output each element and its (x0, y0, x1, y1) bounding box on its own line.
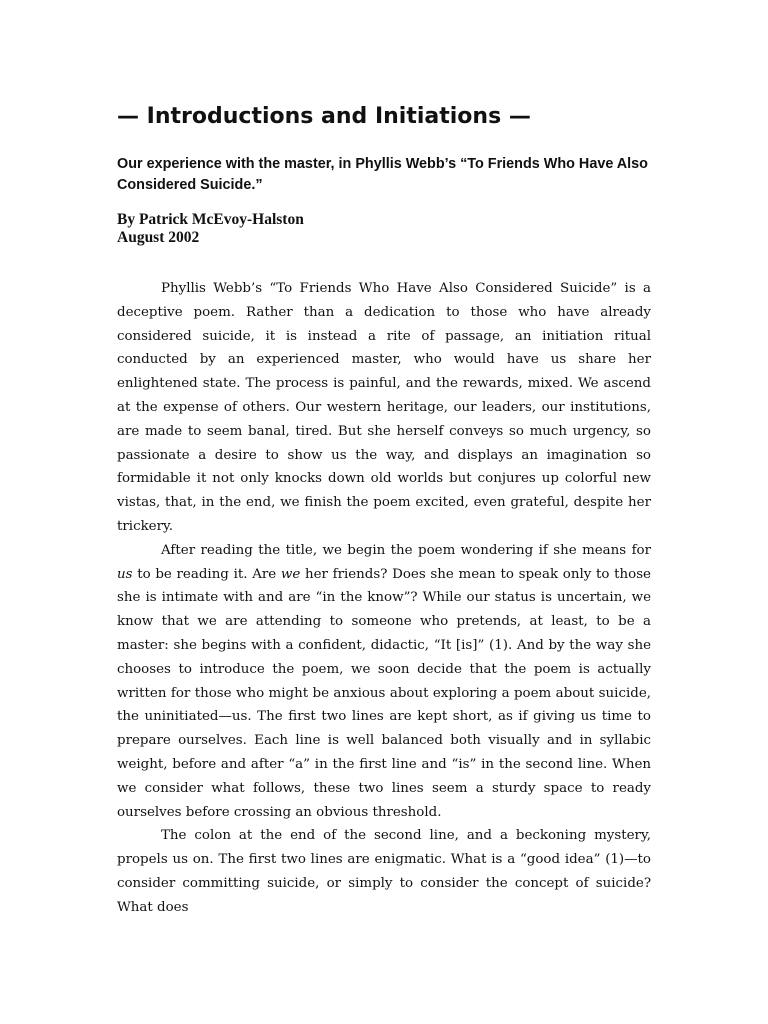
paragraph-text: to be reading it. Are (132, 566, 281, 582)
page-title: — Introductions and Initiations — (117, 104, 531, 129)
body-paragraph (117, 824, 651, 919)
paragraph-text: her friends? Does she mean to speak only to those she is intimate with and are “in the know”? While our status is uncertain, we know that we are attending to someone who pretends, at least, to be a master: she begins with a confident, didactic, “It [is]” (1). And by the way she chooses to introduce the poem, we soon decide that the poem is actually written for those who might be anxious about exploring a poem about suicide, the uninitiated—us. The first two lines are kept short, as if giving us time to prepare ourselves. Each line is well balanced both visually and in syllabic weight, before and after “a” in the first line and “is” in the second line. When we consider what follows, these two lines seem a sturdy space to ready ourselves before crossing an obvious threshold. (117, 566, 651, 820)
paragraph-text: After reading the title, we begin the poem wondering if she means for (161, 542, 651, 558)
paragraph-text: Phyllis Webb’s “To Friends Who Have Also Considered Suicide” is a deceptive poem. Rather than a dedication to those who have already considered suicide, it is instead a rite of passage, an initiation ritual conducted by an experienced master, who would have us share her enlightened state. The process is painful, and the rewards, mixed. We ascend at the expense of others. Our western heritage, our leaders, our institutions, are made to seem banal, tired. But she herself conveys so much urgency, so passionate a desire to show us the way, and displays an imagination so formidable it not only knocks down old worlds but conjures up colorful new vistas, that, in the end, we finish the poem excited, even grateful, despite her trickery. (117, 281, 651, 534)
subtitle: Our experience with the master, in Phyllis Webb’s “To Friends Who Have Also Considered Suicide.” (117, 156, 648, 193)
document-page (117, 102, 651, 920)
body-text (117, 277, 651, 920)
emphasis-text: we (280, 566, 301, 582)
author-byline: By Patrick McEvoy-Halston (117, 211, 304, 228)
emphasis-text: us (117, 566, 133, 582)
publication-date: August 2002 (117, 229, 200, 246)
paragraph-text: The colon at the end of the second line, and a beckoning mystery, propels us on. The first two lines are enigmatic. What is a “good idea” (1)—to consider committing suicide, or simply to consider the concept of suicide? What does (117, 828, 651, 915)
body-paragraph (117, 277, 651, 539)
body-paragraph (117, 539, 651, 825)
